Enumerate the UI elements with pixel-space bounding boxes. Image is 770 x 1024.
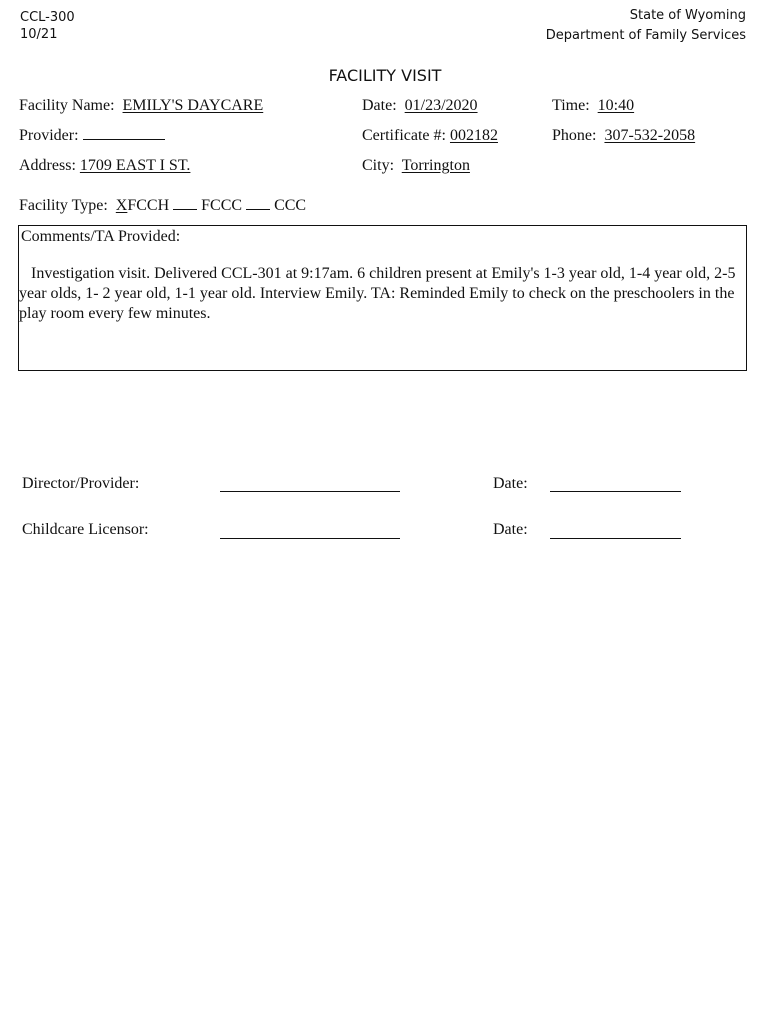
address-value[interactable]: 1709 EAST I ST. xyxy=(79,157,191,174)
provider-field xyxy=(19,127,165,145)
visit-date-label: Date: xyxy=(362,97,397,114)
visit-time-field xyxy=(552,97,634,115)
agency-block xyxy=(546,6,746,46)
facility-type-option-fcch-label: FCCH xyxy=(127,197,170,214)
facility-type-option-fccc-blank[interactable] xyxy=(173,208,197,210)
director-provider-label: Director/Provider: xyxy=(22,475,140,492)
certificate-label: Certificate #: xyxy=(362,127,446,144)
visit-time-value[interactable]: 10:40 xyxy=(597,97,635,114)
phone-value[interactable]: 307-532-2058 xyxy=(604,127,696,144)
director-date-line[interactable] xyxy=(550,491,681,492)
licensor-date-line[interactable] xyxy=(550,538,681,539)
comments-box[interactable] xyxy=(18,225,747,371)
facility-name-label: Facility Name: xyxy=(19,97,115,114)
department-name: Department of Family Services xyxy=(545,28,746,43)
city-label: City: xyxy=(362,157,395,174)
facility-type-option-fcch[interactable] xyxy=(116,197,128,214)
comments-label: Comments/TA Provided: xyxy=(21,228,181,245)
certificate-value[interactable]: 002182 xyxy=(449,127,498,144)
form-code-block xyxy=(20,9,75,43)
licensor-date-label: Date: xyxy=(493,521,528,538)
phone-field xyxy=(552,127,695,145)
childcare-licensor-label: Childcare Licensor: xyxy=(22,521,149,538)
facility-type-selected-mark: X xyxy=(115,197,128,214)
visit-date-value[interactable]: 01/23/2020 xyxy=(404,97,478,114)
facility-type-option-ccc-blank[interactable] xyxy=(246,208,270,210)
form-code: CCL-300 xyxy=(20,10,75,25)
visit-time-label: Time: xyxy=(552,97,590,114)
certificate-field xyxy=(362,127,498,145)
page-title: FACILITY VISIT xyxy=(328,66,442,85)
phone-label: Phone: xyxy=(552,127,597,144)
childcare-licensor-signature-line[interactable] xyxy=(220,538,400,539)
facility-type-field xyxy=(19,197,306,215)
address-field xyxy=(19,157,190,175)
facility-type-label: Facility Type: xyxy=(19,197,108,214)
comments-text: Investigation visit. Delivered CCL-301 at 9:17am. 6 children present at Emily's 1-3 year old, 1-4 year old, 2-5 year olds, 1- 2 year old, 1-1 year old. Interview Emily. TA: Reminded Emily to check on the preschoolers in the play room every few minutes. xyxy=(19,265,736,322)
visit-date-field xyxy=(362,97,478,115)
provider-label: Provider: xyxy=(19,127,79,144)
state-name: State of Wyoming xyxy=(629,8,746,23)
facility-name-field xyxy=(19,97,263,115)
address-label: Address: xyxy=(19,157,76,174)
director-date-label: Date: xyxy=(493,475,528,492)
city-field xyxy=(362,157,470,175)
facility-type-option-ccc-label: CCC xyxy=(274,197,307,214)
facility-name-value[interactable]: EMILY'S DAYCARE xyxy=(122,97,264,114)
city-value[interactable]: Torrington xyxy=(401,157,470,174)
director-provider-signature-line[interactable] xyxy=(220,491,400,492)
facility-type-option-fccc-label: FCCC xyxy=(201,197,243,214)
form-revision-date: 10/21 xyxy=(20,27,58,42)
provider-blank[interactable] xyxy=(83,138,165,140)
